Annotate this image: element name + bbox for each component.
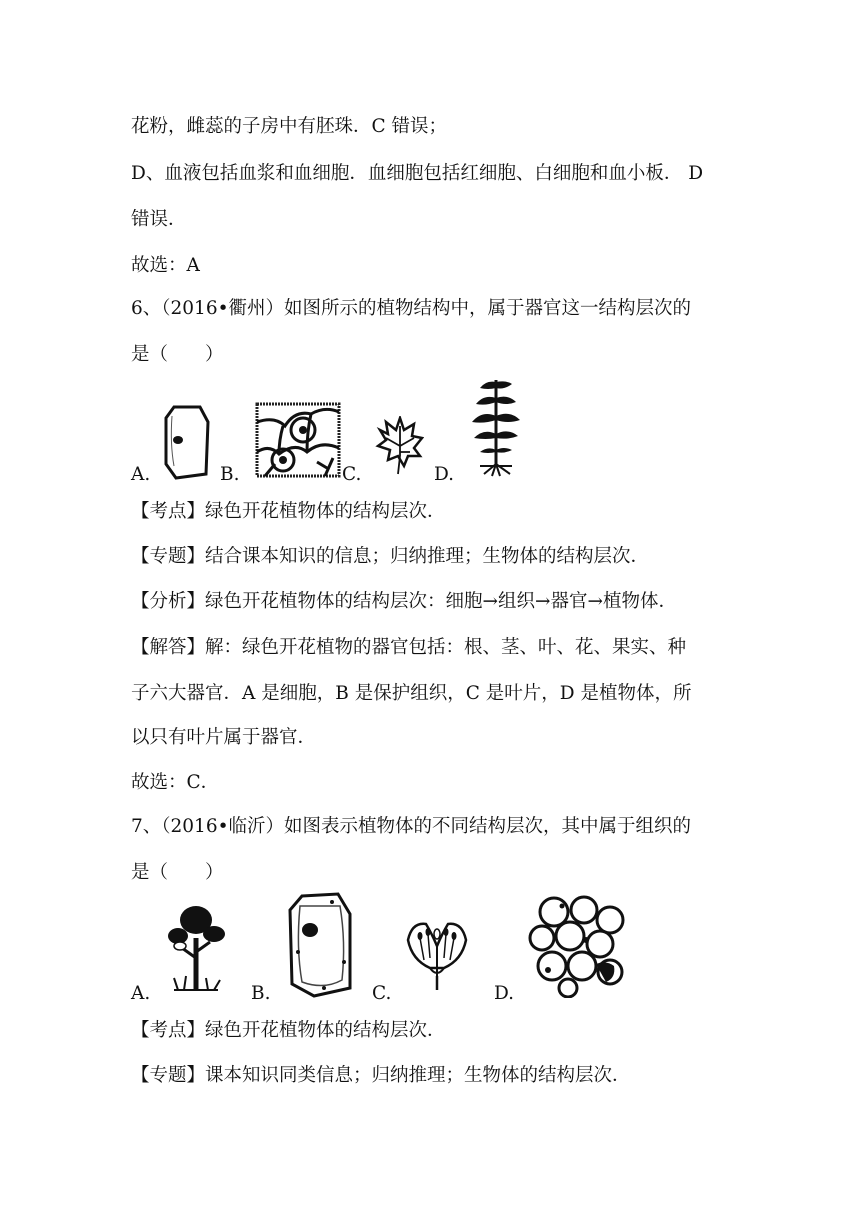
tissue-icon bbox=[526, 894, 630, 998]
question-stem: 是（ ） bbox=[131, 862, 224, 883]
answer-line: 故选：A bbox=[131, 255, 200, 276]
text-line: D、血液包括血浆和血细胞．血细胞包括红细胞、白细胞和血小板． D bbox=[131, 163, 704, 184]
option-label-a: A. bbox=[131, 983, 151, 1004]
whole-plant-icon bbox=[466, 376, 526, 478]
jieda-line: 以只有叶片属于器官． bbox=[131, 727, 317, 748]
zhuanti-line: 【专题】课本知识同类信息；归纳推理；生物体的结构层次． bbox=[131, 1065, 631, 1086]
protective-tissue-icon bbox=[255, 402, 341, 478]
zhuanti-line: 【专题】结合课本知识的信息；归纳推理；生物体的结构层次． bbox=[131, 546, 650, 567]
option-label-a: A. bbox=[131, 464, 151, 485]
question-stem: 7、（2016•临沂）如图表示植物体的不同结构层次，其中属于组织的 bbox=[131, 816, 692, 837]
plant-cell-icon bbox=[284, 892, 356, 998]
option-label-b: B. bbox=[251, 983, 271, 1004]
kaodian-line: 【考点】绿色开花植物体的结构层次． bbox=[131, 1020, 446, 1041]
jieda-line: 子六大器官．A 是细胞，B 是保护组织，C 是叶片，D 是植物体，所 bbox=[131, 683, 692, 704]
tree-icon bbox=[160, 898, 232, 998]
answer-line: 故选：C． bbox=[131, 772, 220, 793]
kaodian-line: 【考点】绿色开花植物体的结构层次． bbox=[131, 501, 446, 522]
flower-icon bbox=[404, 916, 470, 992]
option-label-d: D. bbox=[494, 983, 515, 1004]
option-label-b: B. bbox=[220, 464, 240, 485]
text-line: 错误． bbox=[131, 209, 187, 230]
option-label-c: C. bbox=[342, 464, 362, 485]
jieda-line: 【解答】解：绿色开花植物的器官包括：根、茎、叶、花、果实、种 bbox=[131, 637, 687, 658]
text-line: 花粉，雌蕊的子房中有胚珠．C 错误； bbox=[131, 116, 448, 137]
option-label-d: D. bbox=[434, 464, 455, 485]
question-stem: 是（ ） bbox=[131, 344, 224, 365]
plant-cell-icon bbox=[162, 404, 212, 480]
leaf-icon bbox=[374, 416, 424, 476]
fenxi-line: 【分析】绿色开花植物体的结构层次：细胞→组织→器官→植物体． bbox=[131, 591, 678, 612]
question-stem: 6、（2016•衢州）如图所示的植物结构中，属于器官这一结构层次的 bbox=[131, 298, 692, 319]
option-label-c: C. bbox=[372, 983, 392, 1004]
